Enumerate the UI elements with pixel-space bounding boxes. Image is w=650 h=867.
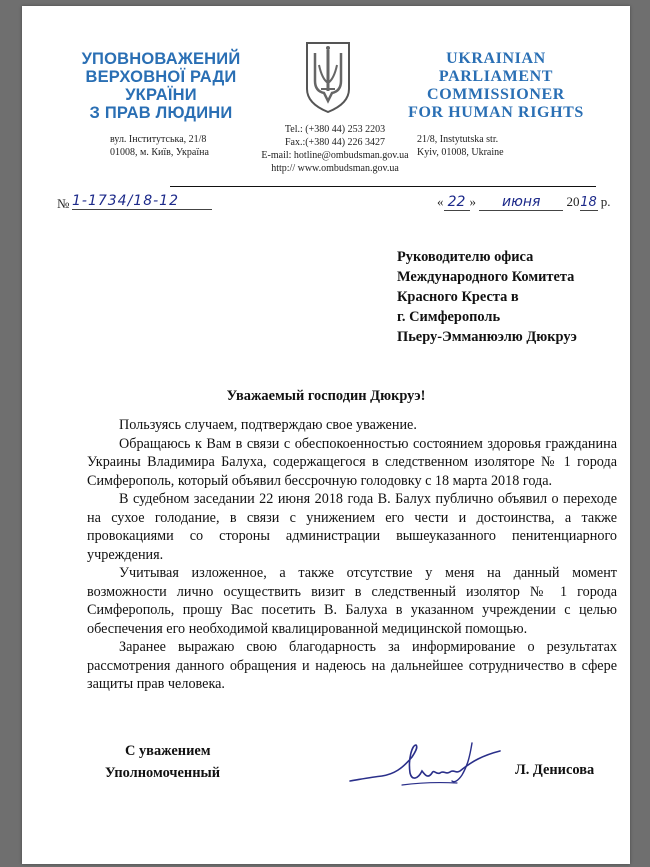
closing-regards: С уважением bbox=[125, 743, 211, 759]
header-left-line: З ПРАВ ЛЮДИНИ bbox=[89, 104, 233, 122]
closing-block bbox=[105, 740, 220, 784]
contact-line: E-mail: hotline@ombudsman.gov.ua bbox=[261, 150, 409, 161]
body-paragraph: Пользуясь случаем, подтверждаю свое уважение. bbox=[119, 417, 417, 433]
addressee-line: Красного Креста в bbox=[397, 289, 519, 305]
contact-line: Fax.:(+380 44) 226 3427 bbox=[284, 137, 386, 148]
date-day: 22 bbox=[444, 194, 470, 211]
addressee-line: Международного Комитета bbox=[397, 269, 575, 285]
registration-number-label: № bbox=[57, 196, 70, 211]
address-line: 01008, м. Київ, Україна bbox=[110, 147, 209, 158]
handwritten-signature bbox=[342, 739, 512, 794]
addressee-line: Руководителю офиса bbox=[397, 249, 534, 265]
header-right-line: FOR HUMAN RIGHTS bbox=[408, 104, 584, 121]
date-year-abbr: р. bbox=[600, 194, 611, 209]
addressee-line: Пьеру-Эмманюэлю Дюкруэ bbox=[397, 329, 577, 345]
letter-body bbox=[87, 416, 617, 694]
header-left-line: УПОВНОВАЖЕНИЙ bbox=[81, 50, 241, 68]
address-en bbox=[417, 133, 547, 159]
contacts-block bbox=[255, 123, 415, 175]
signer-name: Л. Денисова bbox=[515, 762, 595, 778]
date-quote-open: « bbox=[437, 194, 444, 209]
header-divider bbox=[170, 186, 596, 187]
addressee-block bbox=[397, 247, 627, 347]
date-quote-close: » bbox=[469, 194, 476, 209]
address-ua bbox=[110, 133, 238, 159]
contact-line: Tel.: (+380 44) 253 2203 bbox=[284, 124, 386, 135]
address-line: вул. Інститутська, 21/8 bbox=[110, 134, 207, 145]
header-right-line: UKRAINIAN bbox=[446, 50, 546, 67]
header-left-line: ВЕРХОВНОЇ РАДИ УКРАЇНИ bbox=[85, 68, 237, 104]
letter-page bbox=[22, 6, 630, 864]
registration-number-value: 1-1734/18-12 bbox=[72, 193, 212, 210]
header-right-title bbox=[373, 50, 619, 122]
contact-line: http:// www.ombudsman.gov.ua bbox=[271, 163, 399, 174]
addressee-line: г. Симферополь bbox=[397, 309, 501, 325]
body-paragraph: В судебном заседании 22 июня 2018 года В. Балух публично объявил о переходе на сухое голодание, в связи с унижением его чести и достоинства, а также провокациями со стороны администрации вышеуказанного пенитенциарного учреждения. bbox=[87, 491, 617, 563]
address-line: Kyiv, 01008, Ukraine bbox=[417, 147, 504, 158]
body-paragraph: Заранее выражаю свою благодарность за информирование о результатах рассмотрения данного обращения и надеюсь на дальнейшее сотрудничество в сфере защиты прав человека. bbox=[87, 639, 617, 692]
date-month: июня bbox=[479, 194, 563, 211]
letter-date bbox=[437, 194, 611, 211]
date-year-suffix: 18 bbox=[580, 195, 597, 210]
header-left-title bbox=[72, 50, 250, 122]
date-year-prefix: 20 bbox=[566, 194, 580, 209]
closing-title: Уполномоченный bbox=[105, 765, 221, 781]
body-paragraph: Обращаюсь к Вам в связи с обеспокоенностью состоянием здоровья гражданина Украины Владимира Балуха, содержащегося в следственном изоляторе № 1 города Симферополь, который объявил бессрочную голодовку с 18 марта 2018 года. bbox=[87, 435, 617, 489]
body-paragraph: Учитывая изложенное, а также отсутствие у меня на данный момент возможности лично осуществить визит в следственный изолятор № 1 города Симферополь, прошу Вас посетить В. Балуха в указанном учреждении с целью обеспечения его необходимой квалицированной медицинской помощью. bbox=[87, 565, 617, 637]
header-right-line: PARLIAMENT COMMISSIONER bbox=[427, 68, 565, 103]
trident-coat-of-arms-icon bbox=[304, 41, 352, 113]
address-line: 21/8, Instytutska str. bbox=[417, 134, 499, 145]
salutation: Уважаемый господин Дюкруэ! bbox=[226, 388, 426, 404]
